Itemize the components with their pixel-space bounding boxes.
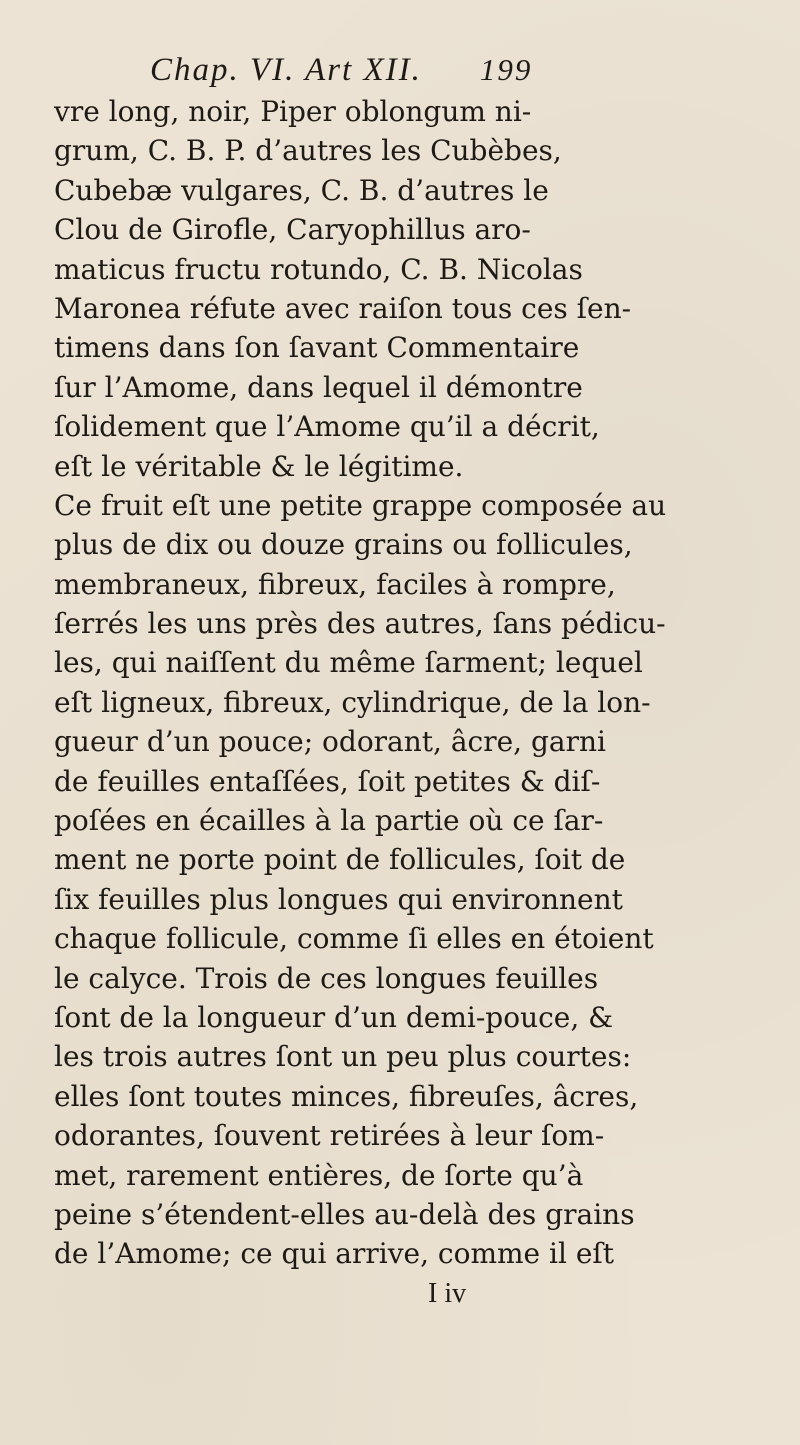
text-line: elles ſont toutes minces, fibreuſes, âcres, <box>54 1079 639 1113</box>
text-line: les trois autres ſont un peu plus courtes: <box>54 1040 632 1074</box>
text-line: Cubebæ vulgares, C. B. d’autres le <box>54 173 549 207</box>
text-line: de feuilles entaſſées, ſoit petites & diſ- <box>54 764 601 798</box>
text-line: Ce fruit eſt une petite grappe composée au <box>54 488 667 522</box>
text-line: le calyce. Trois de ces longues feuilles <box>54 961 599 995</box>
text-line: maticus fructu rotundo, C. B. Nicolas <box>54 252 583 286</box>
text-line: plus de dix ou douze grains ou follicules, <box>54 528 633 562</box>
text-line: peine s’étendent-elles au-delà des grains <box>54 1197 635 1231</box>
text-line: Clou de Girofle, Caryophillus aro- <box>54 213 531 247</box>
running-head-title: Chap. VI. Art XII. <box>150 52 422 88</box>
text-block <box>54 52 796 1314</box>
text-line: ſont de la longueur d’un demi-pouce, & <box>54 1000 614 1034</box>
text-line: ſix feuilles plus longues qui environnent <box>54 882 623 916</box>
text-line: met, rarement entières, de ſorte qu’à <box>54 1158 584 1192</box>
text-line: odorantes, ſouvent retirées à leur ſom- <box>54 1119 605 1153</box>
text-line: de l’Amome; ce qui arrive, comme il eſt <box>54 1237 615 1271</box>
text-line: les, qui naiſſent du même ſarment; lequel <box>54 646 643 680</box>
text-line: gueur d’un pouce; odorant, âcre, garni <box>54 725 606 759</box>
text-line: chaque follicule, comme ſi elles en étoient <box>54 922 654 956</box>
text-line: ment ne porte point de follicules, ſoit de <box>54 843 626 877</box>
signature-mark: I iv <box>428 1277 467 1309</box>
text-line: grum, C. B. P. d’autres les Cubèbes, <box>54 134 562 168</box>
text-line: ſur l’Amome, dans lequel il démontre <box>54 370 583 404</box>
text-line: ſerrés les uns près des autres, ſans pédicu- <box>54 607 666 641</box>
text-line: eſt le véritable & le légitime. <box>54 449 464 483</box>
text-line: Maronea réfute avec raiſon tous ces ſen- <box>54 291 632 325</box>
text-line: vre long, noir, Piper oblongum ni- <box>54 95 532 128</box>
text-line: membraneux, fibreux, faciles à rompre, <box>54 567 616 601</box>
text-line: eſt ligneux, fibreux, cylindrique, de la lon- <box>54 685 651 719</box>
text-line: timens dans ſon ſavant Commentaire <box>54 331 580 365</box>
running-head <box>54 52 796 92</box>
text-line: ſolidement que l’Amome qu’il a décrit, <box>54 410 600 444</box>
body-text <box>54 92 796 1274</box>
text-line: poſées en écailles à la partie où ce ſar- <box>54 804 604 838</box>
page-number: 199 <box>479 52 533 87</box>
